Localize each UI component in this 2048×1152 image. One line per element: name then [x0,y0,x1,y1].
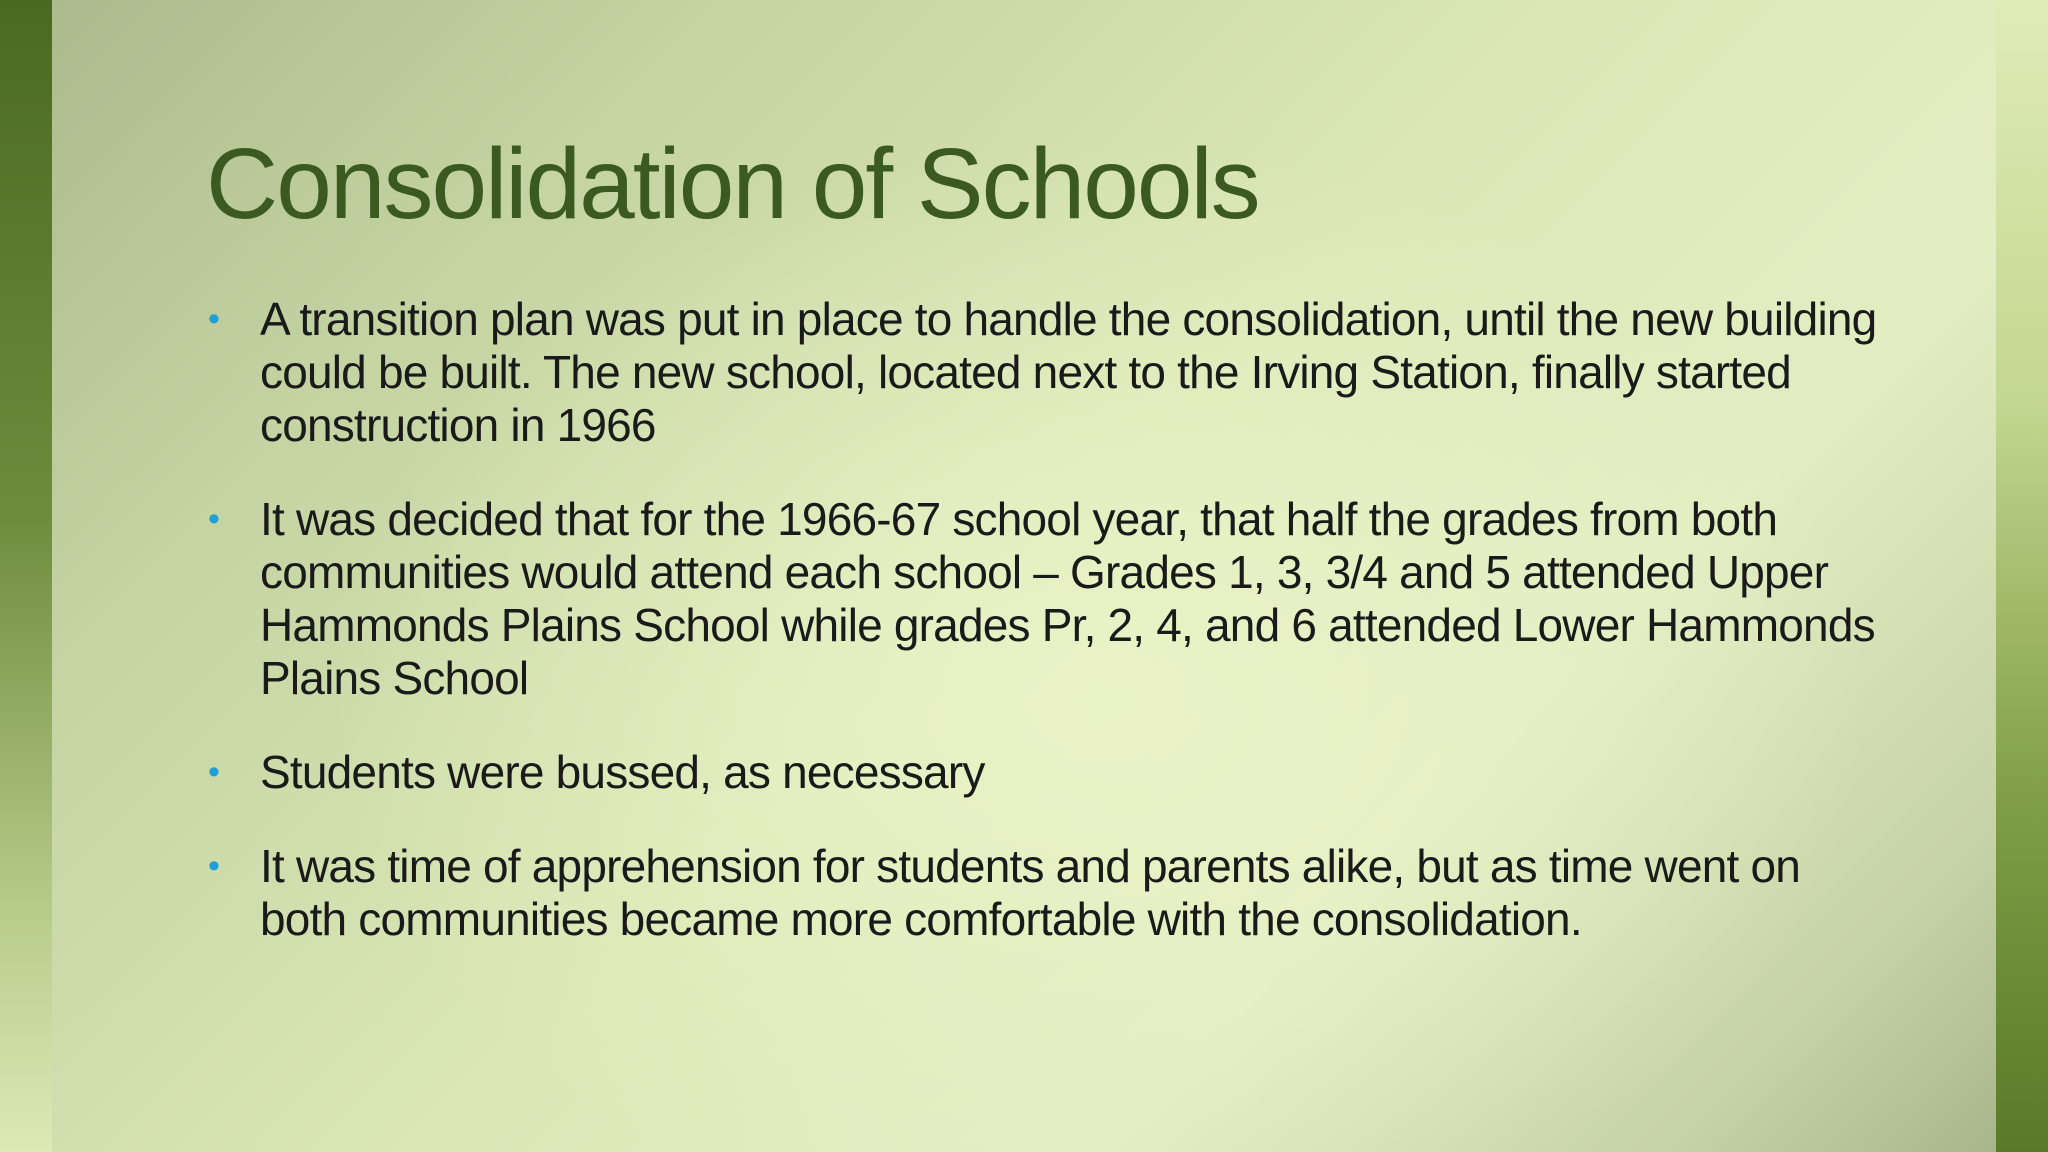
bullet-item [206,293,1886,452]
bullet-dot-icon: • [208,500,220,538]
bullet-item [206,493,1886,705]
bullet-dot-icon: • [208,847,220,885]
bullet-list [206,293,1886,987]
bullet-dot-icon: • [208,300,220,338]
bullet-text: It was time of apprehension for students and parents alike, but as time went on both communities became more comfortable with the consolidation. [260,840,1801,945]
bullet-text: It was decided that for the 1966-67 school year, that half the grades from both communities would attend each school – Grades 1, 3, 3/4 and 5 attended Upper Hammonds Plains School while grades Pr, 2, 4, and 6 attended Lower Hammonds Plains School [260,493,1875,704]
right-accent-bar [1996,0,2048,1152]
bullet-item [206,840,1886,946]
bullet-dot-icon: • [208,753,220,791]
bullet-text: A transition plan was put in place to handle the consolidation, until the new building could be built. The new school, located next to the Irving Station, finally started construction in 1966 [260,293,1877,451]
slide-title: Consolidation of Schools [206,128,1259,240]
left-accent-bar [0,0,52,1152]
bullet-text: Students were bussed, as necessary [260,746,985,798]
bullet-item [206,746,1886,799]
